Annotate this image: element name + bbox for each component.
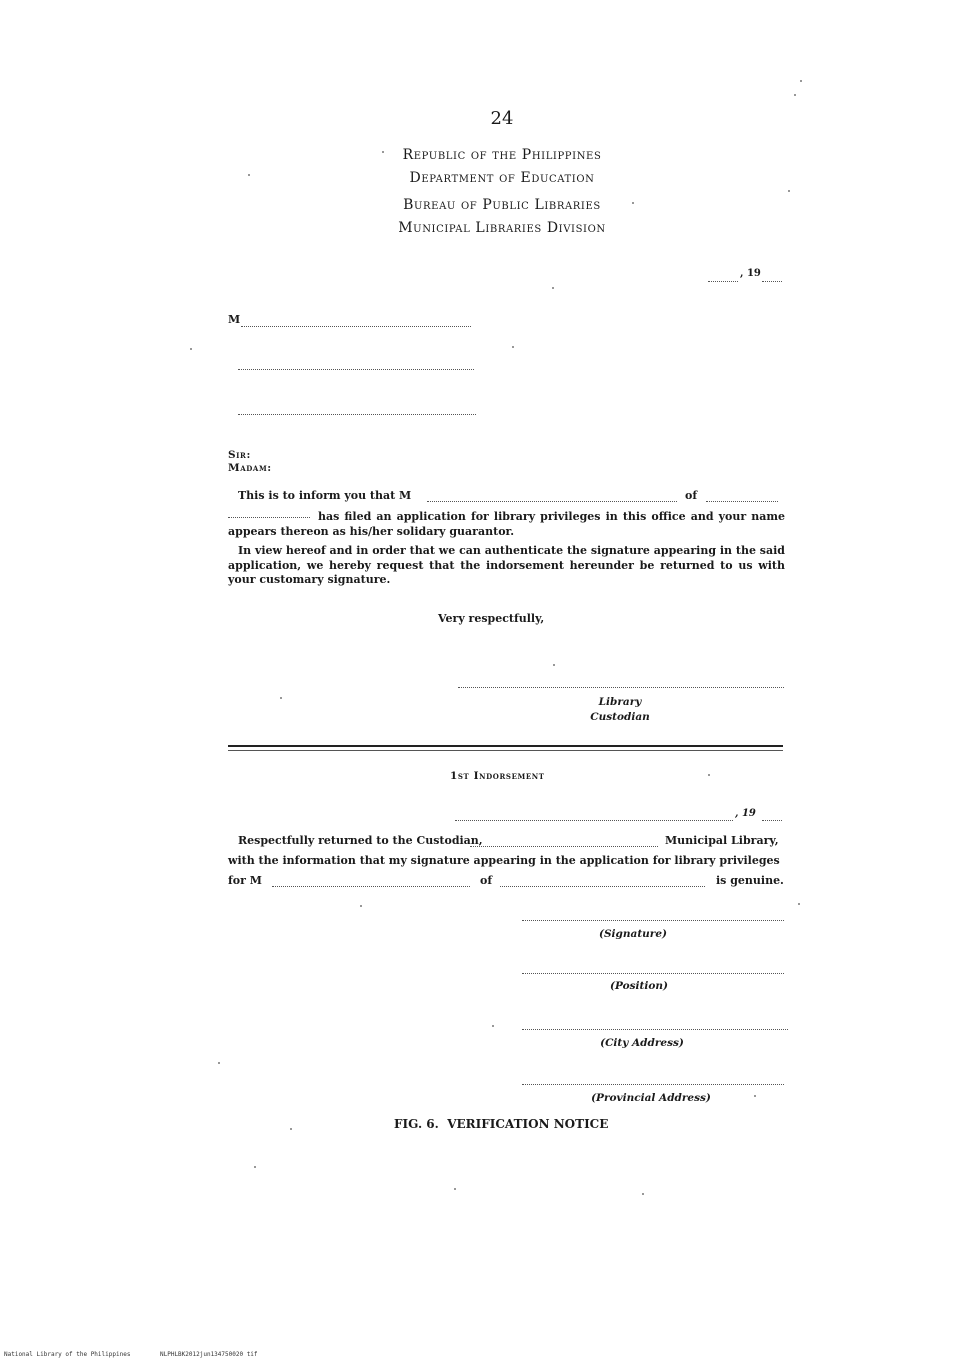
position-caption: (Position) xyxy=(610,980,668,992)
letter-p1-start: This is to inform you that M xyxy=(238,489,412,502)
page-number: 24 xyxy=(490,108,514,129)
salutation-sir: Sir: xyxy=(228,449,251,461)
addressee-address-line-2 xyxy=(238,414,476,415)
date-year-label: , 19 xyxy=(740,268,761,279)
indorsement-is-genuine: is genuine. xyxy=(716,874,784,887)
indorsement-of: of xyxy=(480,874,493,887)
date-year-blank xyxy=(762,281,782,282)
addressee-address-line-1 xyxy=(238,369,474,370)
figure-caption: FIG. 6. VERIFICATION NOTICE xyxy=(394,1117,609,1131)
indorsement-place-blank xyxy=(500,886,705,887)
indorsement-custodian-blank xyxy=(470,846,658,847)
footer-file-id: NLPHLBK2012jun134750020 tif xyxy=(160,1351,258,1358)
footer-source: National Library of the Philippines xyxy=(4,1351,131,1358)
header-division: Municipal Libraries Division xyxy=(398,220,606,236)
salutation-madam: Madam: xyxy=(228,462,272,474)
letter-p2: In view hereof and in order that we can authenticate the signature appearing in the said application, we hereby request that the indorsement hereunder be returned to us with your customary signature. xyxy=(228,544,785,586)
letter-p1-of: of xyxy=(685,489,698,502)
city-address-line xyxy=(522,1029,788,1030)
signature-caption: (Signature) xyxy=(599,928,667,940)
divider-rule-top xyxy=(228,745,783,747)
provincial-address-caption: (Provincial Address) xyxy=(591,1092,711,1104)
letter-place-blank xyxy=(706,501,778,502)
letter-closing: Very respectfully, xyxy=(438,612,545,625)
indorsement-title: 1st Indorsement xyxy=(450,770,545,782)
city-address-caption: (City Address) xyxy=(600,1037,684,1049)
indorsement-text-start: Respectfully returned to the Custodian, xyxy=(238,834,483,847)
letter-p1-rest: has filed an application for library privileges in this office and your name appears thereon as his/her solidary guarantor. xyxy=(228,510,785,538)
indorsement-municipal-library: Municipal Library, xyxy=(665,834,779,847)
custodian-signature-line xyxy=(458,687,784,688)
position-line xyxy=(522,973,784,974)
date-blank xyxy=(708,281,738,282)
indorsement-date-year: , 19 xyxy=(735,808,756,819)
signatory-library: Library xyxy=(598,696,642,708)
header-bureau: Bureau of Public Libraries xyxy=(403,197,601,213)
signature-line xyxy=(522,920,784,921)
indorsement-for-m: for M xyxy=(228,874,262,887)
signatory-custodian: Custodian xyxy=(590,711,650,723)
indorsement-text-line2: with the information that my signature appearing in the application for library privileges xyxy=(228,854,780,867)
provincial-address-line xyxy=(522,1084,784,1085)
header-department: Department of Education xyxy=(409,170,595,186)
indorsement-year-blank xyxy=(762,820,782,821)
addressee-name-line xyxy=(241,326,471,327)
header-republic: Republic of the Philippines xyxy=(402,147,602,163)
divider-rule-bottom xyxy=(228,750,783,751)
indorsement-date-blank xyxy=(455,820,733,821)
indorsement-name-blank xyxy=(272,886,470,887)
addressee-prefix: M xyxy=(228,313,241,326)
letter-name-blank xyxy=(427,501,677,502)
